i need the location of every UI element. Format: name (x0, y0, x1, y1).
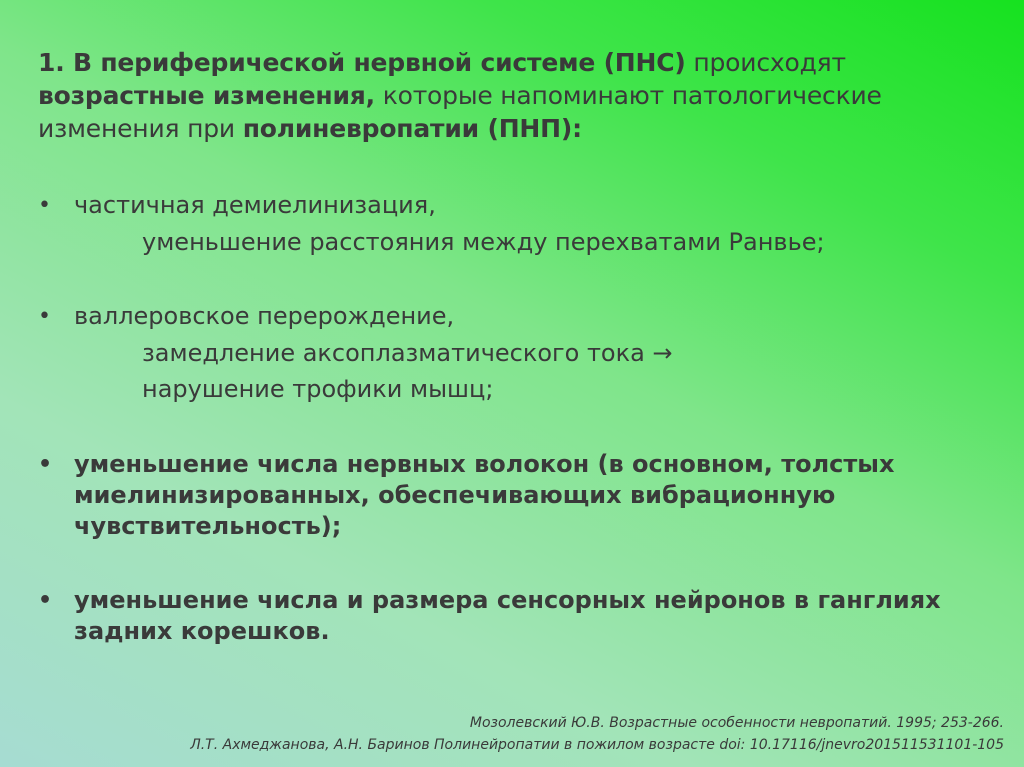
bullet-marker: • (38, 304, 51, 329)
bullet-1-sub-1: уменьшение расстояния между перехватами Ранвье; (142, 228, 825, 256)
bullet-marker: • (38, 193, 51, 218)
bullet-text: валлеровское перерождение, (74, 302, 455, 330)
bullet-2-sub-1: замедление аксоплазматического тока → (142, 339, 673, 367)
bullet-text-line-1: уменьшение числа нервных волокон (в основном, толстых (74, 450, 895, 478)
bullet-text-line-2: задних корешков. (74, 617, 330, 645)
slide-heading (38, 46, 988, 145)
reference-2: Л.Т. Ахмеджанова, А.Н. Баринов Полинейропатии в пожилом возрасте doi: 10.17116/jnevro201511531101-105 (190, 737, 1004, 753)
bullet-marker: • (38, 452, 53, 477)
heading-bold-2: возрастные изменения, (38, 81, 375, 110)
heading-normal-1: происходят (685, 48, 846, 77)
reference-1: Мозолевский Ю.В. Возрастные особенности невропатий. 1995; 253-266. (469, 715, 1004, 731)
bullet-text-line-3: чувствительность); (74, 512, 342, 540)
bullet-text-line-2: миелинизированных, обеспечивающих вибрационную (74, 481, 836, 509)
references (190, 712, 1004, 756)
bullet-marker: • (38, 588, 53, 613)
bullet-text-line-1: уменьшение числа и размера сенсорных нейронов в ганглиях (74, 586, 941, 614)
heading-normal-2: которые напоминают патологические изменения при (38, 81, 882, 143)
bullet-text: частичная демиелинизация, (74, 191, 436, 219)
heading-bold-3: полиневропатии (ПНП): (242, 114, 582, 143)
bullet-2-sub-2: нарушение трофики мышц; (142, 375, 494, 403)
heading-bold-1: 1. В периферической нервной системе (ПНС) (38, 48, 686, 77)
